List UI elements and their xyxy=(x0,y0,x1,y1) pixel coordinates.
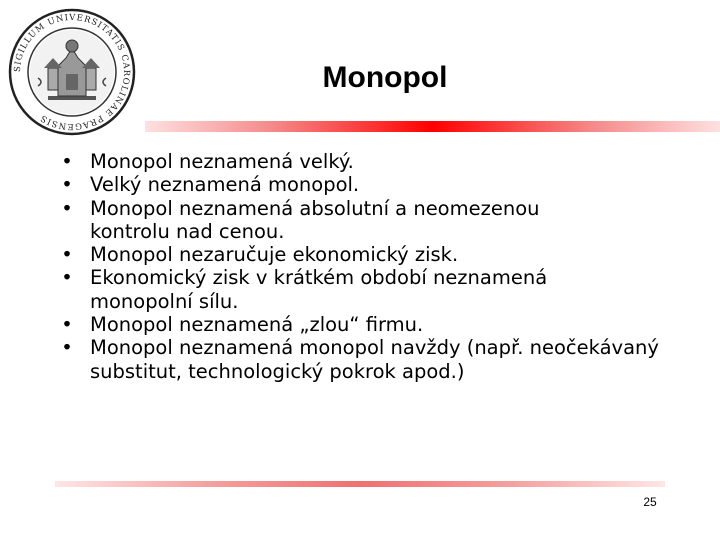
footer-bar xyxy=(55,481,665,487)
bullet-icon: • xyxy=(61,196,73,220)
bullet-text: Monopol neznamená monopol navždy (např. neočekávaný substitut, technologický pokrok apod.) xyxy=(90,336,659,383)
page-number: 25 xyxy=(643,495,657,509)
bullet-text: Monopol neznamená „zlou“ firmu. xyxy=(90,313,424,337)
bullet-icon: • xyxy=(61,266,73,290)
bullet-text: Monopol neznamená absolutní a neomezenou kontrolu nad cenou. xyxy=(90,196,540,243)
list-item xyxy=(58,150,698,173)
university-seal-icon xyxy=(8,8,136,136)
list-item xyxy=(58,336,690,383)
title-underline-bar xyxy=(145,121,720,132)
bullet-text: Ekonomický zisk v krátkém období neznamená monopolní sílu. xyxy=(90,266,548,313)
bullet-text: Monopol neznamená velký. xyxy=(90,150,354,173)
slide-title: Monopol xyxy=(322,61,448,94)
list-item xyxy=(58,197,600,244)
list-item xyxy=(58,266,650,313)
svg-text:SIGILLUM UNIVERSITATIS CAROLIN: SIGILLUM UNIVERSITATIS CAROLINAE PRAGENSIS xyxy=(12,12,132,132)
list-item xyxy=(58,243,698,266)
bullet-text: Monopol nezaručuje ekonomický zisk. xyxy=(90,243,459,267)
bullet-icon: • xyxy=(61,313,73,337)
list-item xyxy=(58,313,698,336)
list-item xyxy=(58,173,698,196)
bullet-icon: • xyxy=(61,173,73,197)
bullet-list xyxy=(58,150,698,383)
bullet-icon: • xyxy=(61,243,73,267)
bullet-text: Velký neznamená monopol. xyxy=(90,173,360,197)
bullet-icon: • xyxy=(61,150,73,173)
bullet-icon: • xyxy=(61,336,73,360)
